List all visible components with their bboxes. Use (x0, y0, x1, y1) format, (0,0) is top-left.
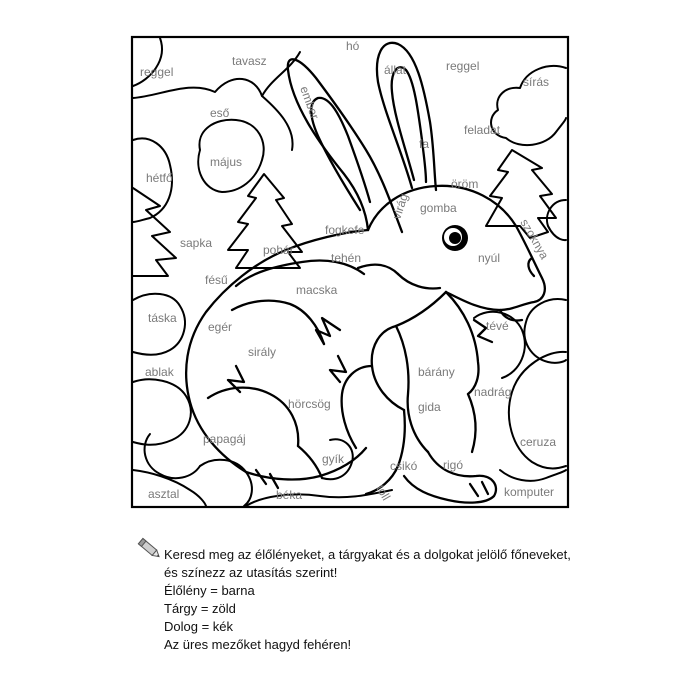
instruction-line: Keresd meg az élőlényeket, a tárgyakat és a dolgokat jelölő főneveket, (164, 547, 571, 562)
word-teve: tévé (486, 319, 509, 333)
word-reggel: reggel (140, 65, 174, 79)
word-orom: öröm (451, 177, 479, 191)
pencil-icon (134, 535, 162, 561)
word-gyik: gyík (322, 452, 345, 466)
word-csiko: csikó (390, 459, 418, 473)
word-reggel-2: reggel (446, 59, 480, 73)
word-ho: hó (346, 39, 360, 53)
word-majus: május (210, 155, 243, 169)
word-eger: egér (208, 320, 233, 334)
word-asztal: asztal (148, 487, 180, 501)
word-rigo: rigó (443, 458, 464, 472)
word-taska: táska (148, 311, 177, 325)
word-fogkefe: fogkefe (325, 223, 365, 237)
word-feladat: feladat (464, 123, 501, 137)
word-fa: fa (419, 137, 430, 151)
word-nyul: nyúl (478, 251, 501, 265)
word-beka: béka (276, 488, 303, 502)
word-macska: macska (296, 283, 338, 297)
word-ablak: ablak (145, 365, 174, 379)
word-komputer: komputer (504, 485, 555, 499)
word-toll: toll (373, 482, 394, 503)
word-tehen: tehén (331, 251, 362, 265)
word-allat: állat (384, 63, 407, 77)
word-pohar: pohár (263, 243, 294, 257)
instruction-line: Élőlény = barna (164, 583, 255, 598)
instructions (164, 546, 584, 654)
word-ceruza: ceruza (520, 435, 557, 449)
word-horcsog: hörcsög (288, 397, 331, 411)
word-siras: sírás (523, 75, 550, 89)
word-fesu: fésű (205, 273, 228, 287)
instruction-line: Tárgy = zöld (164, 601, 236, 616)
word-virag: virág (389, 191, 411, 221)
word-gomba: gomba (420, 201, 457, 215)
word-gida: gida (418, 400, 441, 414)
word-papagaj: papagáj (203, 432, 246, 446)
word-ember: ember (297, 84, 322, 121)
word-szoknya: szoknya (517, 216, 552, 262)
instruction-line: és színezz az utasítás szerint! (164, 565, 338, 580)
word-barany: bárány (418, 365, 455, 379)
word-eso: eső (210, 106, 230, 120)
word-hetfo: hétfő (146, 171, 173, 185)
instruction-line: Dolog = kék (164, 619, 234, 634)
word-nadrag: nadrág (474, 385, 512, 399)
word-sapka: sapka (180, 236, 213, 250)
word-siraly: sirály (248, 345, 277, 359)
word-tavasz: tavasz (232, 54, 267, 68)
instruction-line: Az üres mezőket hagyd fehéren! (164, 637, 352, 652)
